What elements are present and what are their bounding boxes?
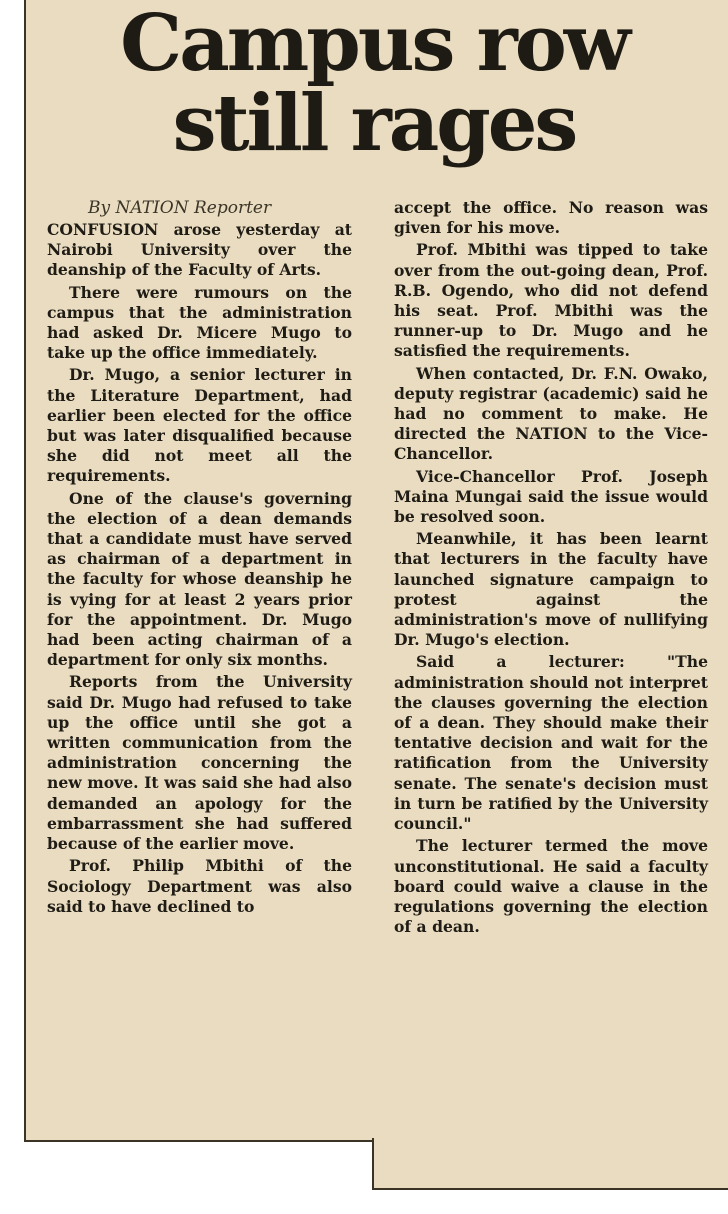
- byline: By NATION Reporter: [88, 198, 272, 218]
- paragraph: Said a lecturer: "The administration should not interpret the clauses governing the election of a dean. They should make their tentative decision and wait for the ratification from the University senate. The senate's decision must in turn be ratified by the University council.": [394, 652, 708, 834]
- paragraph: There were rumours on the campus that the administration had asked Dr. Micere Mugo to take up the office immediately.: [47, 282, 352, 363]
- headline: [30, 0, 718, 169]
- paragraph: Prof. Philip Mbithi of the Sociology Department was also said to have declined to: [47, 856, 352, 916]
- paragraph: When contacted, Dr. F.N. Owako, deputy registrar (academic) said he had no comment to make. He directed the NATION to the Vice-Chancellor.: [394, 363, 708, 464]
- article-column-right: [394, 198, 708, 939]
- paragraph: Reports from the University said Dr. Mugo had refused to take up the office until she got a written communication from the administration concerning the new move. It was said she had also demanded an apology for the embarrassment she had suffered because of the earlier move.: [47, 672, 352, 854]
- paragraph: Dr. Mugo, a senior lecturer in the Literature Department, had earlier been elected for the office but was later disqualified because she did not meet all the requirements.: [47, 365, 352, 486]
- paragraph: One of the clause's governing the election of a dean demands that a candidate must have served as chairman of a department in the faculty for whose deanship he is vying for at least 2 years prior for the appointment. Dr. Mugo had been acting chairman of a department for only six months.: [47, 488, 352, 670]
- paragraph: CONFUSION arose yesterday at Nairobi University over the deanship of the Faculty of Arts.: [47, 220, 352, 280]
- article-column-left: [47, 220, 352, 919]
- paragraph: Prof. Mbithi was tipped to take over from the out-going dean, Prof. R.B. Ogendo, who did not defend his seat. Prof. Mbithi was the runner-up to Dr. Mugo and he satisfied the requirements.: [394, 240, 708, 361]
- headline-line-2: still rages: [172, 78, 576, 169]
- paragraph: accept the office. No reason was given for his move.: [394, 198, 708, 238]
- paragraph: The lecturer termed the move unconstitutional. He said a faculty board could waive a clause in the regulations governing the election of a dean.: [394, 836, 708, 937]
- headline-line-1: Campus row: [120, 0, 628, 89]
- paragraph: Meanwhile, it has been learnt that lecturers in the faculty have launched signature campaign to protest against the administration's move of nullifying Dr. Mugo's election.: [394, 529, 708, 650]
- paragraph: Vice-Chancellor Prof. Joseph Maina Mungai said the issue would be resolved soon.: [394, 466, 708, 527]
- paper-background-tail: [372, 1138, 728, 1190]
